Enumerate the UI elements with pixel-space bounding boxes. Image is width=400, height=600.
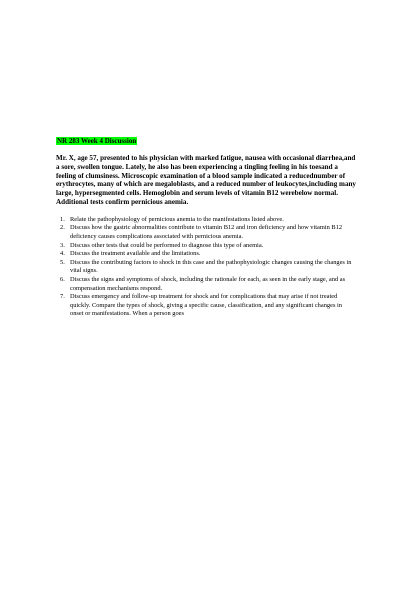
question-text: Discuss other tests that could be performed to diagnose this type of anemia.	[70, 241, 264, 249]
question-text: Discuss the signs and symptoms of shock, including the rationale for each, as seen in the early stage, and as compensation mechanisms respond.	[70, 275, 346, 292]
question-number: 2.	[60, 224, 65, 232]
question-item	[56, 250, 356, 259]
question-text: Relate the pathophysiology of pernicious anemia to the manifestations listed above.	[70, 215, 284, 223]
question-text: Discuss emergency and follow-up treatment for shock and for complications that may arise if not treated quickly. Compare the types of shock, giving a specific cause, classification, and any significant changes in onset or manifestations. When a person goes	[70, 293, 342, 318]
question-number: 1.	[60, 215, 65, 223]
question-item	[56, 276, 356, 293]
question-item	[56, 224, 356, 241]
document-heading	[56, 137, 356, 146]
question-item	[56, 242, 356, 251]
question-item	[56, 293, 356, 319]
discussion-questions-list	[56, 216, 356, 319]
question-item	[56, 216, 356, 225]
question-number: 7.	[60, 293, 65, 301]
question-number: 6.	[60, 275, 65, 283]
question-number: 4.	[60, 250, 65, 258]
heading-highlight: NR 283 Week 4 Discussion	[57, 137, 137, 145]
document-content	[56, 137, 356, 319]
question-text: Discuss how the gastric abnormalities contribute to vitamin B12 and iron deficiency and how vitamin B12 deficiency causes complications associated with pernicious anemia.	[70, 224, 343, 240]
case-study-paragraph: Mr. X, age 57, presented to his physician with marked fatigue, nausea with occasional diarrhea,and a sore, swollen tongue. Lately, he also has been experiencing a tingling feeling in his toesand a feeling of clumsiness. Microscopic examination of a blood sample indicated a reducednumber of erythrocytes, many of which are megaloblasts, and a reduced number of leukocytes,including many large, hypersegmented cells. Hemoglobin and serum levels of vitamin B12 werebelow normal. Additional tests confirm pernicious anemia.	[56, 154, 356, 206]
question-text: Discuss the contributing factors to shock in this case and the pathophysiologic changes causing the changes in vital signs.	[70, 258, 352, 275]
question-number: 5.	[60, 258, 65, 266]
question-text: Discuss the treatment available and the limitations.	[70, 250, 201, 258]
question-item	[56, 259, 356, 276]
question-number: 3.	[60, 241, 65, 249]
